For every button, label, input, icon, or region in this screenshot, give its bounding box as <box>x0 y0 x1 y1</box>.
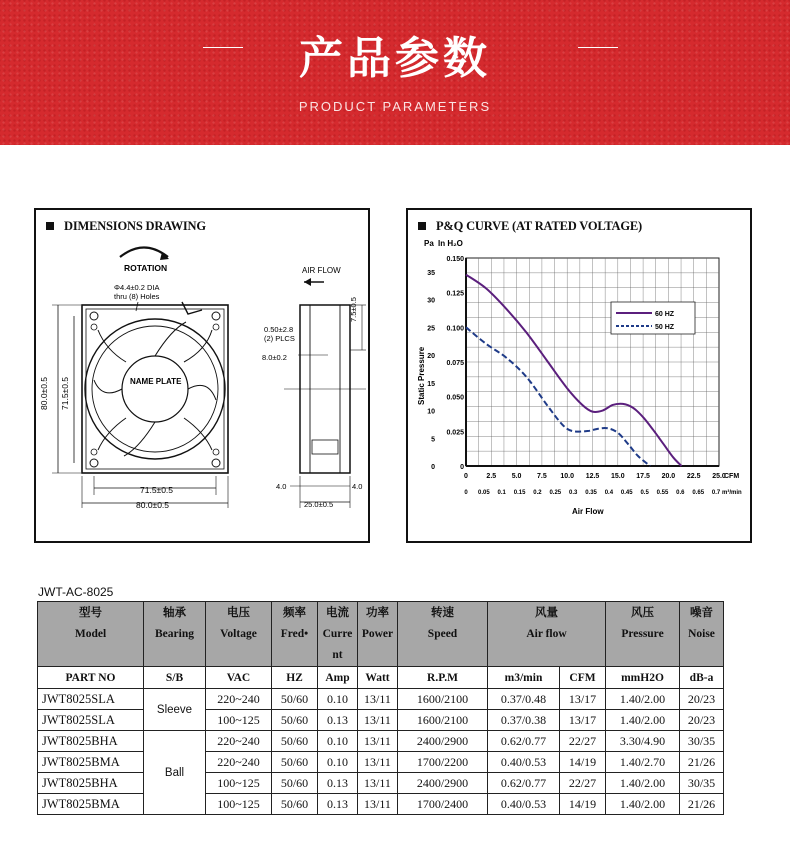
cfm-cell: 14/19 <box>560 752 606 773</box>
header-cn: 噪音 <box>690 607 713 619</box>
y-tick-inh2o: 0.100 <box>446 325 464 333</box>
header-cell <box>38 602 144 667</box>
header-cn: 电流 <box>326 607 349 619</box>
unit-cell: m3/min <box>488 667 560 689</box>
unit-cell: S/B <box>144 667 206 689</box>
header-cn: 风压 <box>631 607 654 619</box>
m3-cell: 0.62/0.77 <box>488 773 560 794</box>
watt-cell: 13/11 <box>358 689 398 710</box>
y-tick-inh2o: 0.125 <box>446 290 464 298</box>
x-tick-cfm: 12.5 <box>585 473 600 480</box>
rpm-cell: 2400/2900 <box>398 773 488 794</box>
dim-715-horizontal: 71.5±0.5 <box>140 485 174 495</box>
cfm-cell: 13/17 <box>560 710 606 731</box>
table-row <box>38 731 724 752</box>
freq-cell: 50/60 <box>272 752 318 773</box>
x-tick-cfm: 25.0 <box>712 473 726 480</box>
dim-4-right: 4.0 <box>352 482 363 491</box>
rpm-cell: 1600/2100 <box>398 710 488 731</box>
watt-cell: 13/11 <box>358 773 398 794</box>
table-row <box>38 794 724 815</box>
dimensions-drawing <box>36 210 368 541</box>
rotation-label: ROTATION <box>124 263 168 273</box>
pressure-cell: 1.40/2.00 <box>606 710 680 731</box>
pressure-cell: 1.40/2.00 <box>606 794 680 815</box>
amp-cell: 0.10 <box>318 752 358 773</box>
bearing-cell: Sleeve <box>144 689 206 731</box>
fan-front-view <box>82 302 228 473</box>
pq-chart <box>408 210 750 541</box>
unit-inh2o-label: In H₂O <box>438 239 463 248</box>
header-cell <box>358 602 398 667</box>
freq-cell: 50/60 <box>272 710 318 731</box>
unit-cell: HZ <box>272 667 318 689</box>
dim-050: 0.50±2.8 <box>264 325 294 334</box>
y-tick-inh2o: 0.150 <box>446 256 464 263</box>
unit-cell: R.P.M <box>398 667 488 689</box>
dim-4-left: 4.0 <box>276 482 287 491</box>
rpm-cell: 2400/2900 <box>398 731 488 752</box>
amp-cell: 0.13 <box>318 773 358 794</box>
dim-25: 25.0±0.5 <box>304 500 334 509</box>
rpm-cell: 1600/2100 <box>398 689 488 710</box>
watt-cell: 13/11 <box>358 731 398 752</box>
header-en: Noise <box>688 628 715 640</box>
table-row <box>38 773 724 794</box>
header-banner <box>0 0 790 145</box>
cfm-cell: 14/19 <box>560 794 606 815</box>
hole-note-2: thru (8) Holes <box>114 292 160 301</box>
air-flow-label: AIR FLOW <box>302 266 341 275</box>
pressure-cell: 3.30/4.90 <box>606 731 680 752</box>
y-tick-pa: 15 <box>427 380 435 388</box>
chart-legend <box>611 302 695 334</box>
rpm-cell: 1700/2200 <box>398 752 488 773</box>
hole-note-1: Φ4.4±0.2 DIA <box>114 283 160 292</box>
m3-cell: 0.40/0.53 <box>488 752 560 773</box>
m3min-unit-label: m³/min <box>722 490 742 496</box>
x-tick-cfm: 17.5 <box>636 473 650 480</box>
header-cell <box>488 602 606 667</box>
unit-cell: VAC <box>206 667 272 689</box>
table-header-row <box>38 602 724 667</box>
x-tick-cfm: 20.0 <box>661 473 676 480</box>
y-tick-pa: 5 <box>431 436 435 444</box>
watt-cell: 13/11 <box>358 752 398 773</box>
part-number-cell: JWT8025BMA <box>38 752 144 773</box>
freq-cell: 50/60 <box>272 773 318 794</box>
freq-cell: 50/60 <box>272 689 318 710</box>
x-tick-cfm: 5.0 <box>511 473 522 480</box>
x-tick-m3min: 0.65 <box>692 490 705 496</box>
x-tick-cfm: 15.0 <box>610 473 625 480</box>
name-plate-label: NAME PLATE <box>130 377 182 386</box>
voltage-cell: 220~240 <box>206 731 272 752</box>
y-tick-inh2o: 0.050 <box>446 394 464 402</box>
header-cell <box>144 602 206 667</box>
x-axis-title: Air Flow <box>572 507 604 516</box>
dim-715-vertical: 71.5±0.5 <box>60 376 70 410</box>
dimensions-title: DIMENSIONS DRAWING <box>46 219 206 234</box>
y-tick-pa: 30 <box>427 297 435 305</box>
legend-label: 60 HZ <box>655 311 675 318</box>
y-tick-inh2o: 0 <box>460 464 464 471</box>
part-number-cell: JWT8025BHA <box>38 773 144 794</box>
voltage-cell: 100~125 <box>206 794 272 815</box>
noise-cell: 20/23 <box>680 710 724 731</box>
header-cn: 频率 <box>283 607 306 619</box>
header-cell <box>206 602 272 667</box>
unit-pa-label: Pa <box>424 239 434 248</box>
x-tick-m3min: 0.6 <box>676 490 685 496</box>
amp-cell: 0.13 <box>318 710 358 731</box>
voltage-cell: 100~125 <box>206 773 272 794</box>
voltage-cell: 220~240 <box>206 689 272 710</box>
header-cn: 轴承 <box>163 607 186 619</box>
header-cell <box>272 602 318 667</box>
part-number-cell: JWT8025SLA <box>38 710 144 731</box>
header-cn: 电压 <box>227 607 250 619</box>
freq-cell: 50/60 <box>272 794 318 815</box>
amp-cell: 0.10 <box>318 689 358 710</box>
spec-table <box>37 601 724 815</box>
part-number-cell: JWT8025SLA <box>38 689 144 710</box>
table-units-row <box>38 667 724 689</box>
y-tick-pa: 10 <box>427 408 435 416</box>
x-tick-m3min: 0.4 <box>604 490 614 496</box>
x-tick-m3min: 0.5 <box>640 490 649 496</box>
dimensions-panel <box>34 208 370 543</box>
y-tick-pa: 20 <box>427 353 435 361</box>
pressure-cell: 1.40/2.00 <box>606 689 680 710</box>
x-tick-cfm: 22.5 <box>686 473 701 480</box>
table-row <box>38 710 724 731</box>
page-subtitle: PRODUCT PARAMETERS <box>298 99 492 114</box>
noise-cell: 20/23 <box>680 689 724 710</box>
bearing-cell: Ball <box>144 731 206 815</box>
unit-cell: mmH2O <box>606 667 680 689</box>
x-tick-cfm: 2.5 <box>486 473 497 480</box>
pressure-cell: 1.40/2.00 <box>606 773 680 794</box>
cfm-unit-label: CFM <box>724 473 740 480</box>
m3-cell: 0.37/0.38 <box>488 710 560 731</box>
unit-cell: dB-a <box>680 667 724 689</box>
noise-cell: 30/35 <box>680 731 724 752</box>
y-tick-pa: 25 <box>427 325 435 333</box>
x-tick-m3min: 0.15 <box>513 490 526 496</box>
model-code: JWT-AC-8025 <box>38 585 114 599</box>
legend-label: 50 HZ <box>655 324 675 331</box>
header-cn: 转速 <box>431 607 454 619</box>
m3-cell: 0.62/0.77 <box>488 731 560 752</box>
header-en: Pressure <box>621 628 664 640</box>
y-axis-title: Static Pressure <box>417 346 426 405</box>
rpm-cell: 1700/2400 <box>398 794 488 815</box>
dim-8: 8.0±0.2 <box>262 353 287 362</box>
header-cell <box>680 602 724 667</box>
voltage-cell: 220~240 <box>206 752 272 773</box>
header-en: Air flow <box>526 628 567 640</box>
watt-cell: 13/11 <box>358 710 398 731</box>
y-tick-pa: 0 <box>431 464 435 471</box>
chart-grid <box>466 258 719 466</box>
unit-cell: CFM <box>560 667 606 689</box>
x-tick-m3min: 0.05 <box>478 490 490 496</box>
unit-cell: PART NO <box>38 667 144 689</box>
part-number-cell: JWT8025BHA <box>38 731 144 752</box>
header-cell <box>606 602 680 667</box>
header-en: Fred• <box>280 628 309 640</box>
dim-plcs: (2) PLCS <box>264 334 295 343</box>
header-cell <box>318 602 358 667</box>
cfm-cell: 13/17 <box>560 689 606 710</box>
table-row <box>38 752 724 773</box>
x-tick-cfm: 10.0 <box>560 473 575 480</box>
dim-75: 7.5±0.5 <box>349 297 358 322</box>
header-en: Voltage <box>220 628 257 640</box>
y-tick-pa: 35 <box>427 269 435 277</box>
pq-curve-title: P&Q CURVE (AT RATED VOLTAGE) <box>418 219 642 234</box>
header-en: Model <box>74 628 107 640</box>
part-number-cell: JWT8025BMA <box>38 794 144 815</box>
y-tick-inh2o: 0.075 <box>446 360 464 367</box>
y-tick-inh2o: 0.025 <box>446 429 464 437</box>
cfm-cell: 22/27 <box>560 731 606 752</box>
x-tick-m3min: 0.2 <box>533 490 542 496</box>
dim-80-vertical: 80.0±0.5 <box>39 376 49 410</box>
header-en: Speed <box>427 628 458 640</box>
x-tick-cfm: 0 <box>464 473 468 480</box>
table-row <box>38 689 724 710</box>
noise-cell: 21/26 <box>680 752 724 773</box>
x-tick-m3min: 0.25 <box>549 490 562 496</box>
cfm-cell: 22/27 <box>560 773 606 794</box>
page-title: 产品参数 <box>299 33 491 84</box>
x-tick-m3min: 0.35 <box>585 490 597 496</box>
pq-curve-panel <box>406 208 752 543</box>
voltage-cell: 100~125 <box>206 710 272 731</box>
x-tick-m3min: 0.7 <box>711 490 721 496</box>
x-tick-cfm: 7.5 <box>537 473 547 480</box>
air-flow-arrow-icon <box>304 278 311 286</box>
header-cn: 风量 <box>535 607 558 619</box>
dim-80-horizontal: 80.0±0.5 <box>136 500 170 510</box>
banner-right-line <box>578 47 618 48</box>
header-en: Curre nt <box>322 628 353 661</box>
x-tick-m3min: 0.55 <box>656 490 669 496</box>
fan-side-view <box>284 305 366 473</box>
rotation-arrow-icon <box>120 248 168 258</box>
header-cn: 功率 <box>366 607 389 619</box>
freq-cell: 50/60 <box>272 731 318 752</box>
x-tick-m3min: 0.1 <box>497 490 506 496</box>
x-tick-m3min: 0.45 <box>620 490 633 496</box>
unit-cell: Watt <box>358 667 398 689</box>
header-en: Power <box>361 628 394 640</box>
unit-cell: Amp <box>318 667 358 689</box>
header-en: Bearing <box>155 628 194 640</box>
noise-cell: 30/35 <box>680 773 724 794</box>
pressure-cell: 1.40/2.70 <box>606 752 680 773</box>
legend-box <box>611 302 695 334</box>
header-cn: 型号 <box>79 607 102 619</box>
header-cell <box>398 602 488 667</box>
amp-cell: 0.13 <box>318 794 358 815</box>
m3-cell: 0.37/0.48 <box>488 689 560 710</box>
watt-cell: 13/11 <box>358 794 398 815</box>
noise-cell: 21/26 <box>680 794 724 815</box>
amp-cell: 0.10 <box>318 731 358 752</box>
m3-cell: 0.40/0.53 <box>488 794 560 815</box>
x-tick-m3min: 0.3 <box>568 490 578 496</box>
x-tick-m3min: 0 <box>464 490 468 496</box>
